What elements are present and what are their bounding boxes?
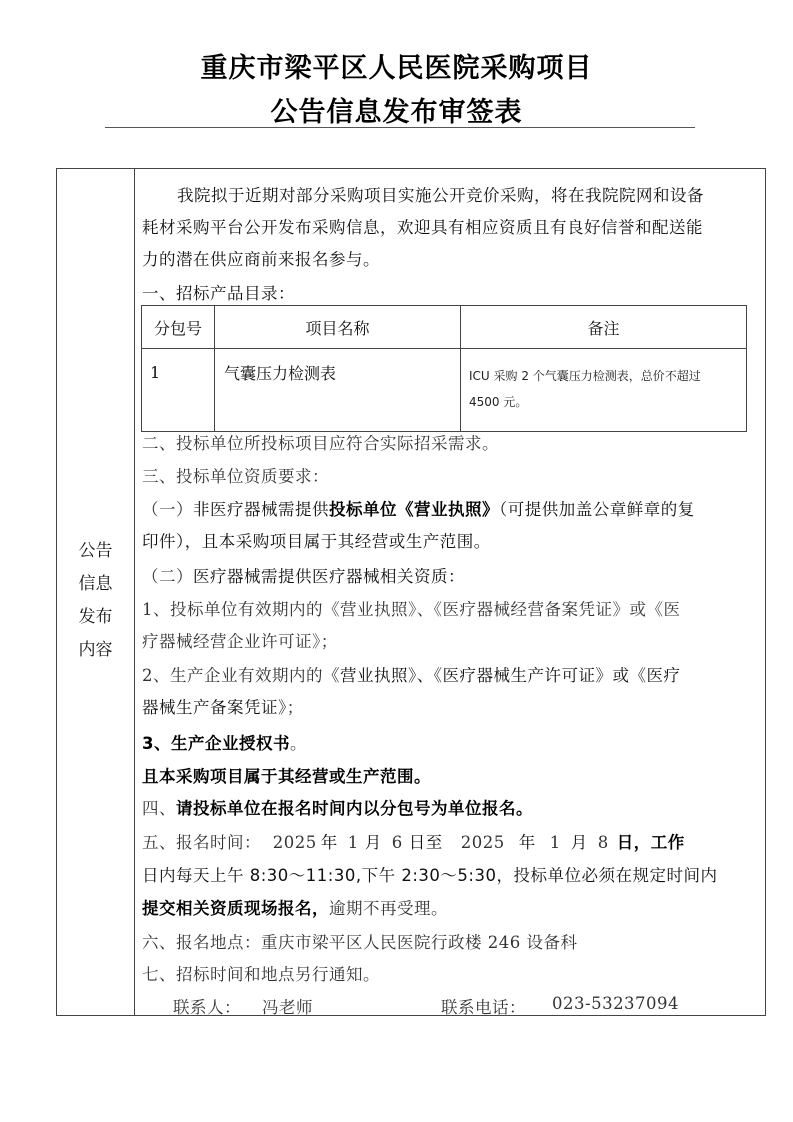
requirement-1-line-2: 印件），且本采购项目属于其经营或生产范围。 [142, 532, 491, 551]
section5-year-unit-start: 年 [320, 833, 338, 852]
side-label-1: 公告 [78, 541, 113, 561]
section5-month-start: 1 [347, 833, 359, 852]
section5-day-unit-start: 日至 [408, 833, 443, 852]
cell-package: 1 [142, 349, 215, 432]
item-1-line-1: 1、投标单位有效期内的《营业执照》、《医疗器械经营备案凭证》或《医 [142, 600, 681, 619]
item3-end: 。 [289, 734, 307, 753]
section-4 [142, 795, 533, 819]
section-5-line-2: 日内每天上午 8:30～11:30,下午 2:30～5:30，投标单位必须在规定时间内 [142, 866, 718, 885]
product-table-header [142, 306, 747, 349]
section-2: 二、投标单位所投标项目应符合实际招采需求。 [142, 434, 499, 453]
table-row [142, 349, 747, 432]
item-3 [142, 730, 307, 754]
requirement-2-heading [142, 563, 465, 587]
product-table [141, 305, 747, 432]
section5-day-end: 8 [597, 833, 609, 852]
section5-submit: 提交相关资质现场报名， [142, 899, 329, 918]
intro-line-1: 我院拟于近期对部分采购项目实施公开竞价采购，将在我院院网和设备 [177, 186, 704, 205]
item2-docs: 《营业执照》、《医疗器械生产许可证》或《医疗 [323, 666, 681, 685]
item2-prefix: 2、生产企业有效期内的 [142, 666, 323, 685]
section4-prefix: 四、 [142, 799, 176, 818]
item3-text: 3、生产企业授权书 [142, 734, 290, 753]
section-7: 七、招标时间和地点另行通知。 [142, 965, 380, 984]
intro-line-3: 力的潜在供应商前来报名参与。 [142, 250, 380, 269]
section5-year-end: 2025 [460, 833, 505, 852]
contact-person: 冯老师 [262, 998, 313, 1017]
req1-license: 投标单位《营业执照》 [329, 500, 499, 519]
section5-year-start: 2025 [272, 833, 317, 852]
side-label-3: 发布 [78, 607, 113, 627]
cell-remarks [461, 349, 747, 432]
item-2-line-2 [142, 694, 304, 718]
item2-end: ； [286, 698, 304, 717]
scope-statement: 且本采购项目属于其经营或生产范围。 [142, 767, 431, 786]
req1-text: 非医疗器械需提供 [193, 500, 329, 519]
title-underline [105, 127, 695, 128]
req2-text: 医疗器械需提供医疗器械相关资质： [193, 567, 465, 586]
contact-phone-label: 联系电话： [441, 998, 526, 1017]
req1-prefix: （一） [142, 500, 193, 519]
section5-day-unit-end: 日，工作 [616, 833, 685, 852]
section5-label: 五、报名时间： [142, 833, 261, 852]
contact-person-label: 联系人： [173, 998, 241, 1017]
req1-note: （可提供加盖公章鲜章的复 [499, 500, 695, 519]
remarks-line-2: 4500 元。 [469, 395, 528, 409]
contact-phone: 023-53237094 [552, 994, 680, 1013]
cell-project-name: 气囊压力检测表 [215, 349, 461, 432]
section-5-line-3 [142, 895, 448, 919]
section-1-heading: 一、招标产品目录： [142, 284, 295, 303]
document-title-line2: 公告信息发布审签表 [270, 97, 523, 128]
section5-month-unit-start: 月 [364, 833, 382, 852]
section5-month-unit-end: 月 [570, 833, 588, 852]
column-divider [134, 168, 135, 1016]
req2-prefix: （二） [142, 567, 193, 586]
item-1-line-2: 疗器械经营企业许可证》； [142, 632, 338, 651]
header-remarks: 备注 [461, 306, 747, 349]
side-label-4: 内容 [78, 640, 113, 660]
section-5-line-1 [142, 829, 685, 853]
section-6: 六、报名地点：重庆市梁平区人民医院行政楼 246 设备科 [142, 933, 578, 952]
section-3-heading: 三、投标单位资质要求： [142, 467, 329, 486]
header-project-name: 项目名称 [215, 306, 461, 349]
remarks-line-1: ICU 采购 2 个气囊压力检测表，总价不超过 [469, 369, 701, 383]
header-package: 分包号 [142, 306, 215, 349]
side-label-2: 信息 [78, 574, 113, 594]
intro-line-2: 耗材采购平台公开发布采购信息，欢迎具有相应资质且有良好信誉和配送能 [142, 218, 703, 237]
section4-text: 请投标单位在报名时间内以分包号为单位报名。 [176, 799, 533, 818]
document-title-line1: 重庆市梁平区人民医院采购项目 [200, 53, 593, 84]
section5-month-end: 1 [549, 833, 561, 852]
section5-year-unit-end: 年 [518, 833, 536, 852]
item-2-line-1 [142, 662, 681, 686]
section5-day-start: 6 [391, 833, 403, 852]
requirement-1-line-1 [142, 496, 695, 520]
item2-docs-cont: 器械生产备案凭证》 [142, 698, 287, 717]
section5-deadline: 逾期不再受理。 [329, 899, 448, 918]
